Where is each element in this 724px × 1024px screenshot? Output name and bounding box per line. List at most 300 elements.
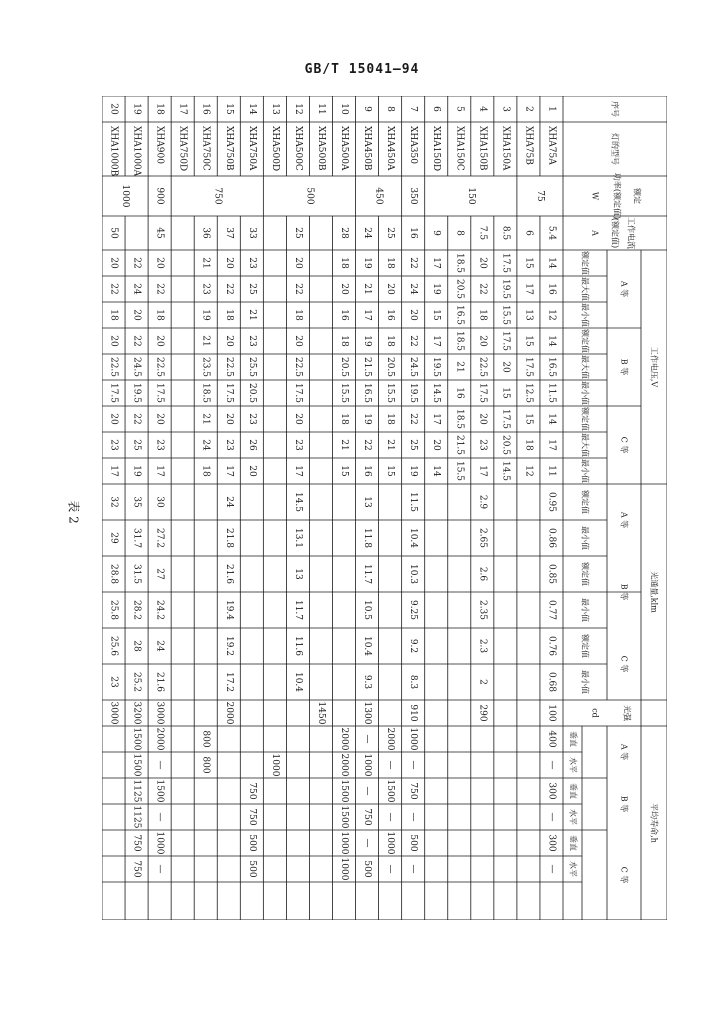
power-rating: 150 bbox=[465, 187, 476, 205]
power-rating: 500 bbox=[304, 187, 315, 205]
header-life-sub: 垂直 bbox=[568, 783, 578, 799]
row-voltage: 11.5 bbox=[546, 382, 557, 404]
row-life: 1500 bbox=[339, 805, 350, 829]
row-life: — bbox=[546, 760, 557, 770]
row-voltage: 20.5 bbox=[339, 356, 350, 378]
header-voltage-grade: C 等 bbox=[619, 436, 629, 454]
row-flux: 9.25 bbox=[408, 599, 419, 621]
row-flux: 10.4 bbox=[408, 527, 419, 549]
row-flux: 0.77 bbox=[546, 599, 557, 621]
row-current: 28 bbox=[339, 227, 350, 239]
row-voltage: 20 bbox=[154, 335, 165, 347]
row-voltage: 23 bbox=[200, 283, 211, 295]
row-voltage: 16 bbox=[385, 309, 396, 321]
row-voltage: 21 bbox=[200, 335, 211, 347]
row-flux: 28 bbox=[131, 640, 142, 652]
header-power-unit: W bbox=[590, 191, 600, 201]
header-voltage-sub: 额定值 bbox=[580, 407, 590, 431]
row-current: 25 bbox=[385, 227, 396, 239]
row-flux: 21.6 bbox=[223, 563, 234, 585]
header-life-group: 平均寿命,h bbox=[649, 803, 659, 843]
row-current: 25 bbox=[292, 227, 303, 239]
row-voltage: 16.5 bbox=[454, 304, 465, 326]
row-voltage: 20 bbox=[223, 335, 234, 347]
row-serial: 13 bbox=[269, 103, 280, 115]
row-flux: 21.8 bbox=[223, 527, 234, 549]
row-flux: 11.5 bbox=[408, 491, 419, 513]
row-voltage: 20.5 bbox=[500, 434, 511, 456]
row-model: XHA350 bbox=[408, 126, 419, 164]
row-model: XHA750A bbox=[246, 126, 257, 171]
row-flux: 2.35 bbox=[477, 599, 488, 621]
row-current: 8 bbox=[454, 230, 465, 236]
row-voltage: 20.5 bbox=[385, 356, 396, 378]
row-voltage: 22.5 bbox=[223, 356, 234, 378]
row-serial: 2 bbox=[523, 106, 534, 112]
header-flux-group: 光通量,klm bbox=[649, 571, 659, 613]
row-flux: 14.5 bbox=[292, 491, 303, 513]
row-flux: 10.4 bbox=[362, 635, 373, 657]
row-voltage: 12 bbox=[523, 465, 534, 477]
row-current: 5.4 bbox=[546, 225, 557, 241]
row-flux: 28.2 bbox=[131, 599, 142, 621]
row-flux: 0.76 bbox=[546, 635, 557, 657]
lamp-spec-table bbox=[102, 96, 667, 920]
row-voltage: 15.5 bbox=[454, 460, 465, 482]
row-voltage: 17 bbox=[477, 465, 488, 477]
row-voltage: 20.5 bbox=[246, 382, 257, 404]
row-voltage: 14 bbox=[546, 257, 557, 269]
row-voltage: 17 bbox=[523, 283, 534, 295]
row-life: 1500 bbox=[339, 779, 350, 803]
row-voltage: 18 bbox=[223, 309, 234, 321]
row-voltage: 21 bbox=[385, 439, 396, 451]
row-life: 1000 bbox=[362, 753, 373, 777]
row-life: 750 bbox=[246, 808, 257, 826]
row-voltage: 19 bbox=[408, 465, 419, 477]
row-flux: 29 bbox=[108, 532, 119, 544]
header-voltage-grade: B 等 bbox=[619, 358, 629, 376]
row-life: — bbox=[385, 760, 396, 770]
row-voltage: 18 bbox=[339, 257, 350, 269]
row-voltage: 19.5 bbox=[500, 278, 511, 300]
row-voltage: 15 bbox=[500, 387, 511, 399]
row-life: 1500 bbox=[131, 727, 142, 751]
row-voltage: 24.5 bbox=[408, 356, 419, 378]
row-life: 2000 bbox=[339, 753, 350, 777]
row-serial: 12 bbox=[292, 103, 303, 115]
row-current: 9 bbox=[431, 230, 442, 236]
row-voltage: 22 bbox=[408, 335, 419, 347]
row-voltage: 19 bbox=[200, 309, 211, 321]
header-intensity: 光强 bbox=[622, 705, 632, 721]
row-voltage: 20 bbox=[154, 413, 165, 425]
row-current: 16 bbox=[408, 227, 419, 239]
row-voltage: 20 bbox=[477, 257, 488, 269]
row-model: XHA1000A bbox=[131, 126, 142, 177]
row-voltage: 24.5 bbox=[131, 356, 142, 378]
header-voltage-sub: 最大值 bbox=[580, 277, 590, 301]
row-voltage: 18 bbox=[200, 465, 211, 477]
row-voltage: 25 bbox=[131, 439, 142, 451]
row-voltage: 18.5 bbox=[454, 330, 465, 352]
row-voltage: 20 bbox=[108, 413, 119, 425]
row-voltage: 17 bbox=[431, 413, 442, 425]
row-voltage: 23 bbox=[108, 439, 119, 451]
header-voltage-sub: 最小值 bbox=[580, 459, 590, 483]
row-model: XHA750B bbox=[223, 126, 234, 171]
row-voltage: 20 bbox=[408, 309, 419, 321]
row-serial: 19 bbox=[131, 103, 142, 115]
row-voltage: 23 bbox=[154, 439, 165, 451]
header-flux-sub: 额定值 bbox=[580, 562, 590, 586]
row-voltage: 14.5 bbox=[431, 382, 442, 404]
row-flux: 2.9 bbox=[477, 494, 488, 510]
row-flux: 13 bbox=[292, 568, 303, 580]
row-voltage: 12.5 bbox=[523, 382, 534, 404]
row-voltage: 14.5 bbox=[500, 460, 511, 482]
row-current: 24 bbox=[362, 227, 373, 239]
row-life: 1000 bbox=[385, 831, 396, 855]
row-voltage: 19 bbox=[362, 335, 373, 347]
row-voltage: 18 bbox=[385, 413, 396, 425]
row-voltage: 19.5 bbox=[131, 382, 142, 404]
row-life: 1125 bbox=[131, 779, 142, 803]
row-current: 6 bbox=[523, 230, 534, 236]
row-life: 500 bbox=[246, 834, 257, 852]
row-serial: 7 bbox=[408, 106, 419, 112]
row-flux: 25.8 bbox=[108, 599, 119, 621]
row-voltage: 22 bbox=[154, 283, 165, 295]
row-voltage: 17.5 bbox=[523, 356, 534, 378]
row-flux: 2.65 bbox=[477, 527, 488, 549]
header-voltage-sub: 最小值 bbox=[580, 381, 590, 405]
row-voltage: 22 bbox=[477, 283, 488, 295]
header-life-sub: 垂直 bbox=[568, 731, 578, 747]
row-voltage: 21.5 bbox=[454, 434, 465, 456]
row-flux: 0.86 bbox=[546, 527, 557, 549]
header-flux-sub: 额定值 bbox=[580, 634, 590, 658]
row-voltage: 15 bbox=[431, 309, 442, 321]
row-voltage: 18.5 bbox=[454, 408, 465, 430]
row-voltage: 20.5 bbox=[454, 278, 465, 300]
row-life: 500 bbox=[246, 860, 257, 878]
row-life: 500 bbox=[408, 834, 419, 852]
header-current-unit: A bbox=[590, 230, 600, 236]
row-voltage: 20 bbox=[292, 257, 303, 269]
row-life: — bbox=[408, 812, 419, 822]
row-voltage: 17 bbox=[431, 335, 442, 347]
row-voltage: 21 bbox=[339, 439, 350, 451]
row-voltage: 17.5 bbox=[500, 252, 511, 274]
header-voltage-group: 工作电压,V bbox=[649, 346, 659, 388]
row-model: XHA900 bbox=[154, 126, 165, 164]
row-serial: 18 bbox=[154, 103, 165, 115]
header-life-grade: C 等 bbox=[619, 866, 629, 884]
row-flux: 19.2 bbox=[223, 635, 234, 657]
row-voltage: 19 bbox=[362, 413, 373, 425]
row-flux: 0.68 bbox=[546, 671, 557, 693]
row-life: 400 bbox=[546, 730, 557, 748]
power-rating: 750 bbox=[212, 187, 223, 205]
row-intensity: 100 bbox=[546, 704, 557, 722]
row-life: 750 bbox=[408, 782, 419, 800]
row-flux: 2.6 bbox=[477, 566, 488, 582]
row-life: 2000 bbox=[385, 727, 396, 751]
row-voltage: 25 bbox=[408, 439, 419, 451]
row-voltage: 15 bbox=[339, 465, 350, 477]
row-serial: 1 bbox=[546, 106, 557, 112]
row-voltage: 23 bbox=[246, 335, 257, 347]
header-model: 灯的型号 bbox=[610, 133, 620, 165]
row-life: 1000 bbox=[408, 727, 419, 751]
header-current-line1: 工作电流 bbox=[626, 217, 636, 249]
row-voltage: 17 bbox=[292, 465, 303, 477]
row-life: 500 bbox=[362, 860, 373, 878]
row-voltage: 15.5 bbox=[385, 382, 396, 404]
row-flux: 24 bbox=[154, 640, 165, 652]
row-serial: 4 bbox=[477, 106, 488, 112]
header-life-sub: 水平 bbox=[568, 861, 578, 877]
row-life: — bbox=[154, 760, 165, 770]
row-voltage: 18 bbox=[339, 413, 350, 425]
row-intensity: 2000 bbox=[223, 701, 234, 725]
header-voltage-sub: 最大值 bbox=[580, 355, 590, 379]
row-voltage: 11 bbox=[546, 465, 557, 477]
header-life-grade: B 等 bbox=[619, 795, 629, 813]
row-voltage: 21 bbox=[200, 413, 211, 425]
row-life: 1125 bbox=[131, 805, 142, 829]
row-flux: 13.1 bbox=[292, 527, 303, 549]
row-serial: 5 bbox=[454, 106, 465, 112]
header-intensity-unit: cd bbox=[590, 708, 600, 718]
row-voltage: 20 bbox=[246, 465, 257, 477]
row-life: — bbox=[546, 812, 557, 822]
row-flux: 25.2 bbox=[131, 671, 142, 693]
row-life: 1000 bbox=[154, 831, 165, 855]
row-voltage: 22.5 bbox=[292, 356, 303, 378]
row-voltage: 17 bbox=[362, 309, 373, 321]
row-model: XHA150D bbox=[431, 126, 442, 172]
header-life-sub: 水平 bbox=[568, 809, 578, 825]
row-voltage: 22 bbox=[223, 283, 234, 295]
row-voltage: 20 bbox=[223, 413, 234, 425]
row-flux: 19.4 bbox=[223, 599, 234, 621]
row-voltage: 15.5 bbox=[500, 304, 511, 326]
row-voltage: 12 bbox=[546, 309, 557, 321]
row-voltage: 21 bbox=[200, 257, 211, 269]
row-voltage: 17 bbox=[546, 439, 557, 451]
row-intensity: 3000 bbox=[154, 701, 165, 725]
row-flux: 28.8 bbox=[108, 563, 119, 585]
row-intensity: 3000 bbox=[108, 701, 119, 725]
power-rating: 350 bbox=[408, 187, 419, 205]
row-flux: 27.2 bbox=[154, 527, 165, 549]
row-voltage: 18 bbox=[292, 309, 303, 321]
row-voltage: 18 bbox=[385, 257, 396, 269]
row-current: 45 bbox=[154, 227, 165, 239]
header-voltage-sub: 最小值 bbox=[580, 303, 590, 327]
row-voltage: 20 bbox=[339, 283, 350, 295]
row-voltage: 20 bbox=[292, 413, 303, 425]
row-voltage: 21.5 bbox=[362, 356, 373, 378]
row-voltage: 16.5 bbox=[546, 356, 557, 378]
row-voltage: 26 bbox=[246, 439, 257, 451]
row-voltage: 19 bbox=[131, 465, 142, 477]
row-voltage: 14 bbox=[431, 465, 442, 477]
row-voltage: 20 bbox=[477, 413, 488, 425]
row-intensity: 910 bbox=[408, 704, 419, 722]
row-model: XHA750D bbox=[177, 126, 188, 172]
row-voltage: 17.5 bbox=[500, 330, 511, 352]
row-life: — bbox=[408, 864, 419, 874]
row-life: 1000 bbox=[269, 753, 280, 777]
row-voltage: 22 bbox=[131, 413, 142, 425]
power-rating: 1000 bbox=[120, 184, 131, 208]
header-life-sub: 垂直 bbox=[568, 835, 578, 851]
row-flux: 0.95 bbox=[546, 491, 557, 513]
row-flux: 8.3 bbox=[408, 674, 419, 690]
row-voltage: 16 bbox=[362, 465, 373, 477]
row-life: 750 bbox=[131, 860, 142, 878]
row-voltage: 24 bbox=[131, 283, 142, 295]
row-voltage: 17.5 bbox=[223, 382, 234, 404]
row-flux: 31.7 bbox=[131, 527, 142, 549]
row-flux: 13 bbox=[362, 496, 373, 508]
row-model: XHA150A bbox=[500, 126, 511, 171]
row-voltage: 17.5 bbox=[108, 382, 119, 404]
row-flux: 30 bbox=[154, 496, 165, 508]
row-voltage: 20 bbox=[385, 283, 396, 295]
power-rating: 75 bbox=[534, 190, 545, 202]
row-life: 300 bbox=[546, 834, 557, 852]
row-model: XHA450B bbox=[362, 126, 373, 171]
row-voltage: 18 bbox=[108, 309, 119, 321]
row-voltage: 15 bbox=[523, 257, 534, 269]
row-voltage: 20 bbox=[292, 335, 303, 347]
row-intensity: 290 bbox=[477, 704, 488, 722]
row-current: 7.5 bbox=[477, 225, 488, 241]
header-power-line1: 额定 bbox=[632, 188, 642, 204]
row-flux: 31.5 bbox=[131, 563, 142, 585]
header-life-sub: 水平 bbox=[568, 757, 578, 773]
row-voltage: 16.5 bbox=[362, 382, 373, 404]
row-model: XHA75A bbox=[546, 126, 557, 165]
row-voltage: 16 bbox=[339, 309, 350, 321]
row-current: 50 bbox=[108, 227, 119, 239]
row-serial: 15 bbox=[223, 103, 234, 115]
row-flux: 9.3 bbox=[362, 674, 373, 690]
row-serial: 17 bbox=[177, 103, 188, 115]
row-voltage: 19 bbox=[431, 283, 442, 295]
row-model: XHA500D bbox=[269, 126, 280, 172]
row-voltage: 22 bbox=[408, 413, 419, 425]
row-flux: 2 bbox=[477, 679, 488, 685]
row-voltage: 20 bbox=[154, 257, 165, 269]
header-power-line2: 功率(额定值) bbox=[612, 172, 622, 220]
row-voltage: 18 bbox=[385, 335, 396, 347]
row-voltage: 24 bbox=[200, 439, 211, 451]
row-serial: 11 bbox=[315, 103, 326, 115]
row-model: XHA500B bbox=[315, 126, 326, 171]
row-voltage: 19.5 bbox=[408, 382, 419, 404]
row-voltage: 20 bbox=[477, 335, 488, 347]
row-voltage: 18 bbox=[523, 439, 534, 451]
row-voltage: 14 bbox=[546, 413, 557, 425]
row-flux: 23 bbox=[108, 676, 119, 688]
row-voltage: 17 bbox=[108, 465, 119, 477]
row-voltage: 24 bbox=[408, 283, 419, 295]
row-model: XHA75B bbox=[523, 126, 534, 165]
row-flux: 35 bbox=[131, 496, 142, 508]
row-life: 1500 bbox=[131, 753, 142, 777]
row-voltage: 20 bbox=[108, 257, 119, 269]
row-life: — bbox=[362, 786, 373, 796]
row-voltage: 15 bbox=[523, 335, 534, 347]
row-life: — bbox=[362, 734, 373, 744]
row-voltage: 18 bbox=[154, 309, 165, 321]
table-title: 表 2 bbox=[66, 500, 81, 524]
row-flux: 9.2 bbox=[408, 638, 419, 654]
row-serial: 14 bbox=[246, 103, 257, 115]
row-life: 750 bbox=[362, 808, 373, 826]
row-current: 37 bbox=[223, 227, 234, 239]
row-voltage: 13 bbox=[523, 309, 534, 321]
row-life: 750 bbox=[131, 834, 142, 852]
row-voltage: 15 bbox=[523, 413, 534, 425]
row-voltage: 20 bbox=[108, 335, 119, 347]
power-rating: 450 bbox=[373, 187, 384, 205]
row-voltage: 25 bbox=[246, 283, 257, 295]
row-voltage: 16 bbox=[454, 387, 465, 399]
row-voltage: 19 bbox=[362, 257, 373, 269]
header-voltage-sub: 额定值 bbox=[580, 329, 590, 353]
row-life: — bbox=[385, 864, 396, 874]
header-flux-sub: 额定值 bbox=[580, 490, 590, 514]
row-voltage: 20 bbox=[431, 439, 442, 451]
header-flux-sub: 最小值 bbox=[580, 598, 590, 622]
row-flux: 2.3 bbox=[477, 638, 488, 654]
header-flux-grade: B 等 bbox=[619, 583, 629, 601]
standard-code-header: GB/T 15041—94 bbox=[304, 62, 420, 77]
row-intensity: 1450 bbox=[315, 701, 326, 725]
row-voltage: 21 bbox=[362, 283, 373, 295]
row-voltage: 22 bbox=[292, 283, 303, 295]
row-flux: 11.8 bbox=[362, 527, 373, 549]
row-serial: 6 bbox=[431, 106, 442, 112]
row-life: 2000 bbox=[339, 727, 350, 751]
row-voltage: 20 bbox=[500, 361, 511, 373]
row-life: — bbox=[546, 864, 557, 874]
row-flux: 10.5 bbox=[362, 599, 373, 621]
row-voltage: 19.5 bbox=[431, 356, 442, 378]
row-model: XHA150B bbox=[477, 126, 488, 171]
row-serial: 10 bbox=[339, 103, 350, 115]
header-flux-sub: 最小值 bbox=[580, 526, 590, 550]
header-serial: 序号 bbox=[610, 101, 620, 117]
row-serial: 9 bbox=[362, 106, 373, 112]
header-life-grade: A 等 bbox=[619, 743, 629, 761]
power-rating: 900 bbox=[154, 187, 165, 205]
header-flux-grade: A 等 bbox=[619, 511, 629, 529]
row-voltage: 15.5 bbox=[339, 382, 350, 404]
row-life: 2000 bbox=[154, 727, 165, 751]
row-flux: 24.2 bbox=[154, 599, 165, 621]
row-voltage: 18 bbox=[477, 309, 488, 321]
row-voltage: 22 bbox=[108, 283, 119, 295]
row-life: 800 bbox=[200, 756, 211, 774]
row-current: 36 bbox=[200, 227, 211, 239]
